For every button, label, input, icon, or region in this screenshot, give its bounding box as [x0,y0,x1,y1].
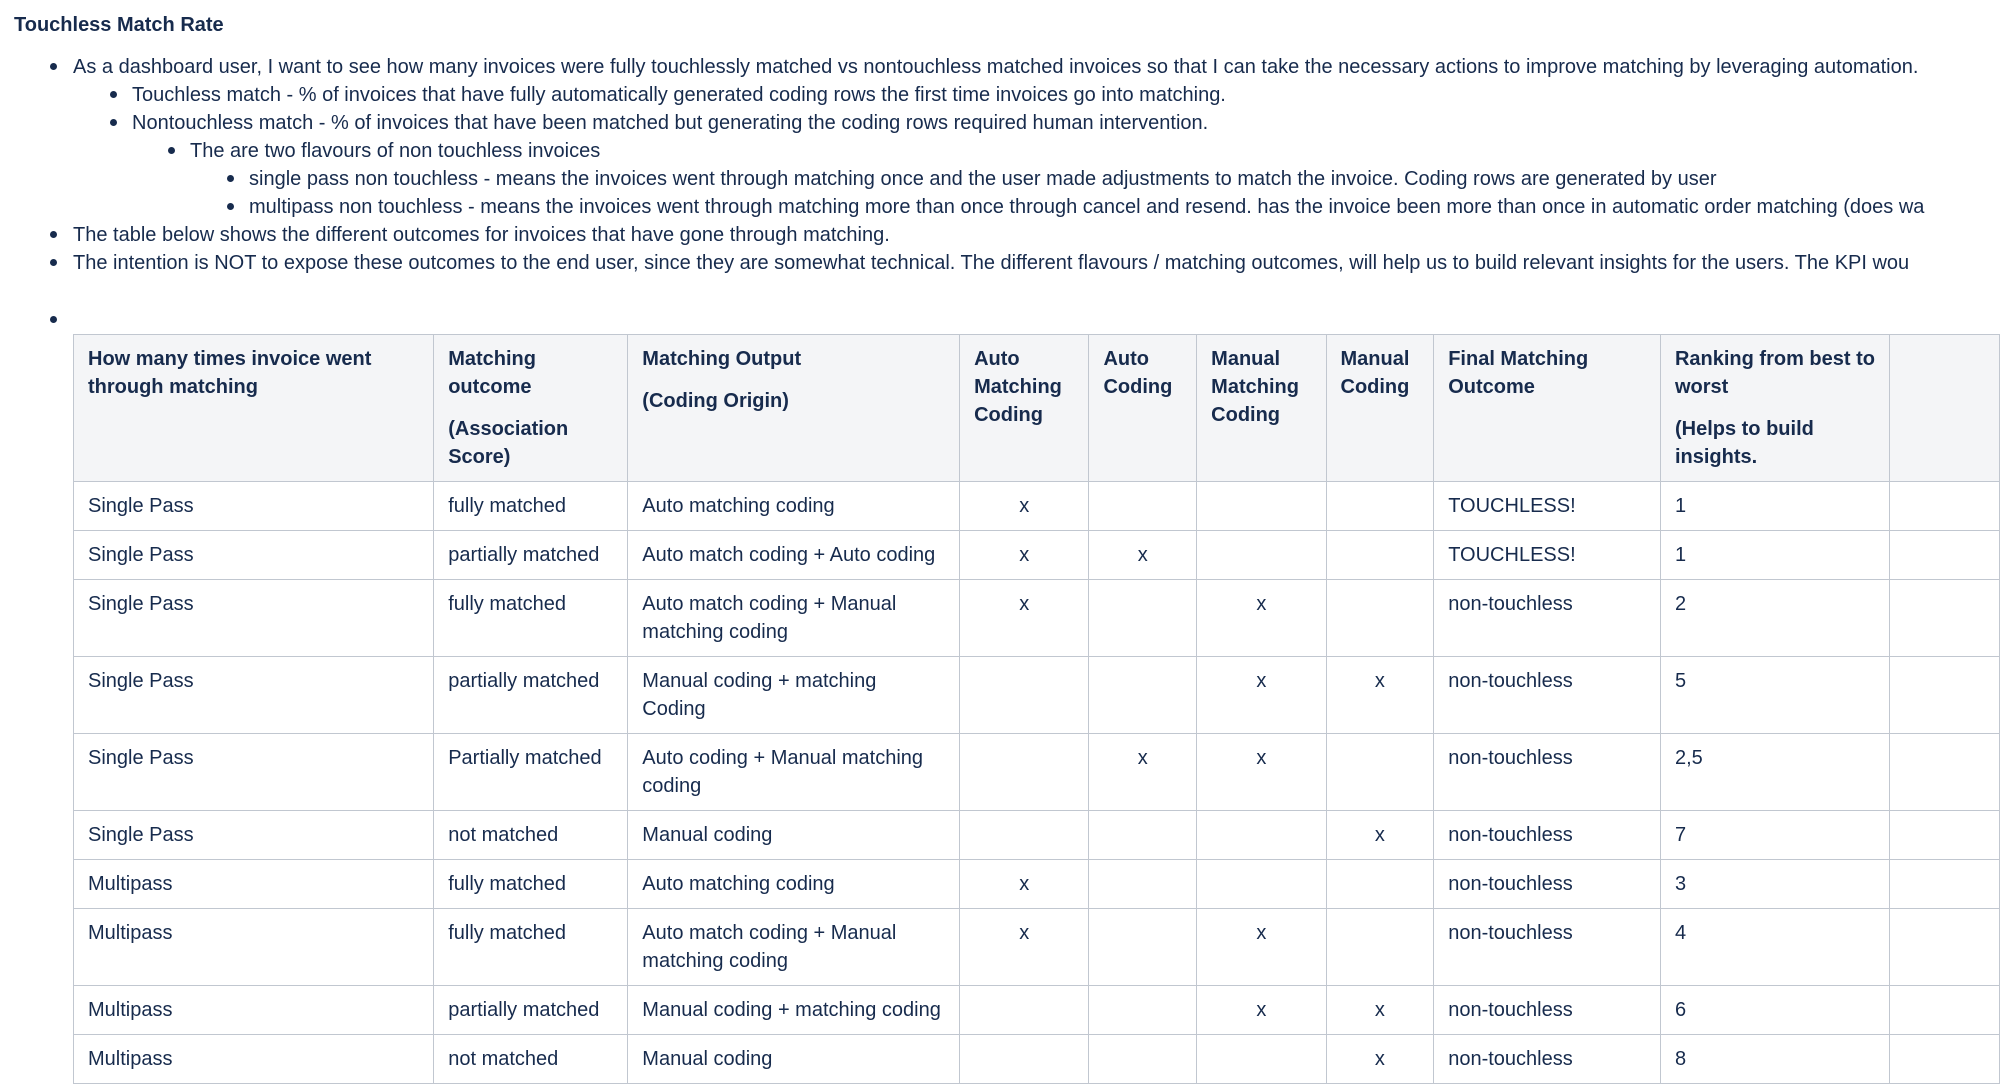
column-header-ranking: Ranking from best to worst (Helps to build insights. [1660,335,1889,482]
cell-outcome: fully matched [434,860,628,909]
column-header-matching-output: Matching Output (Coding Origin) [628,335,960,482]
cell-output: Auto coding + Manual matching coding [628,734,960,811]
cell-output: Manual coding [628,811,960,860]
table-row [74,811,2000,860]
cell-manual-matching-coding: x [1197,909,1326,986]
cell-auto-matching-coding [960,1035,1089,1084]
cell-manual-coding: x [1326,811,1434,860]
cell-manual-coding [1326,482,1434,531]
cell-manual-matching-coding [1197,811,1326,860]
cell-auto-coding: x [1089,734,1197,811]
cell-auto-matching-coding [960,657,1089,734]
cell-manual-matching-coding [1197,482,1326,531]
bullet-icon [110,91,117,98]
cell-pass: Single Pass [74,734,434,811]
cell-extra [1890,580,2000,657]
table-row [74,580,2000,657]
cell-manual-coding [1326,860,1434,909]
cell-extra [1890,482,2000,531]
cell-rank: 8 [1660,1035,1889,1084]
cell-output: Auto match coding + Auto coding [628,531,960,580]
cell-output: Auto matching coding [628,482,960,531]
cell-rank: 6 [1660,986,1889,1035]
column-header-matching-outcome: Matching outcome (Association Score) [434,335,628,482]
column-header-pass-count: How many times invoice went through matching [74,335,434,482]
cell-final: non-touchless [1434,1035,1661,1084]
cell-extra [1890,811,2000,860]
column-header-extra [1890,335,2000,482]
bullet-icon [110,119,117,126]
cell-output: Manual coding [628,1035,960,1084]
cell-rank: 3 [1660,860,1889,909]
cell-outcome: fully matched [434,580,628,657]
column-header-auto-coding: Auto Coding [1089,335,1197,482]
bullet-icon [50,316,57,323]
column-header-manual-matching-coding: Manual Matching Coding [1197,335,1326,482]
cell-auto-matching-coding: x [960,531,1089,580]
cell-output: Manual coding + matching coding [628,986,960,1035]
cell-rank: 1 [1660,482,1889,531]
cell-manual-matching-coding: x [1197,657,1326,734]
table-row [74,986,2000,1035]
cell-extra [1890,860,2000,909]
list-item: Touchless match - % of invoices that have fully automatically generated coding rows the first time invoices go into matching. [132,84,1226,106]
table-row [74,909,2000,986]
list-item: single pass non touchless - means the invoices went through matching once and the user made adjustments to match the invoice. Coding rows are generated by user [249,168,1717,190]
cell-final: non-touchless [1434,986,1661,1035]
list-item: Nontouchless match - % of invoices that have been matched but generating the coding rows required human intervention. [132,112,1209,134]
table-row [74,482,2000,531]
table-header-row [74,335,2000,482]
cell-manual-coding [1326,734,1434,811]
cell-pass: Multipass [74,860,434,909]
cell-auto-matching-coding: x [960,580,1089,657]
cell-auto-coding: x [1089,531,1197,580]
cell-manual-coding [1326,531,1434,580]
cell-output: Auto match coding + Manual matching coding [628,580,960,657]
cell-manual-matching-coding: x [1197,734,1326,811]
list-item: The are two flavours of non touchless invoices [190,140,601,162]
matching-outcomes-table [73,334,2000,1084]
cell-outcome: Partially matched [434,734,628,811]
cell-auto-matching-coding: x [960,860,1089,909]
table-row [74,860,2000,909]
list-item: multipass non touchless - means the invoices went through matching more than once through cancel and resend. has the invoice been more than once in automatic order matching (does wa [249,196,1925,218]
table-row [74,657,2000,734]
cell-auto-coding [1089,986,1197,1035]
cell-extra [1890,909,2000,986]
cell-auto-coding [1089,1035,1197,1084]
bullet-icon [50,63,57,70]
cell-output: Auto matching coding [628,860,960,909]
cell-auto-matching-coding: x [960,909,1089,986]
cell-manual-matching-coding [1197,531,1326,580]
cell-manual-coding: x [1326,986,1434,1035]
cell-pass: Multipass [74,909,434,986]
cell-manual-coding: x [1326,1035,1434,1084]
list-item: The intention is NOT to expose these outcomes to the end user, since they are somewhat technical. The different flavours / matching outcomes, will help us to build relevant insights for the users. The KPI wou [73,252,1910,274]
cell-pass: Single Pass [74,811,434,860]
cell-pass: Single Pass [74,531,434,580]
column-header-final-outcome: Final Matching Outcome [1434,335,1661,482]
cell-rank: 1 [1660,531,1889,580]
cell-final: TOUCHLESS! [1434,482,1661,531]
cell-extra [1890,734,2000,811]
cell-final: non-touchless [1434,860,1661,909]
cell-final: non-touchless [1434,909,1661,986]
table-row [74,531,2000,580]
cell-final: non-touchless [1434,657,1661,734]
cell-output: Manual coding + matching Coding [628,657,960,734]
cell-pass: Single Pass [74,482,434,531]
cell-manual-coding [1326,909,1434,986]
cell-auto-coding [1089,482,1197,531]
cell-auto-coding [1089,860,1197,909]
cell-pass: Multipass [74,1035,434,1084]
cell-extra [1890,1035,2000,1084]
cell-outcome: not matched [434,1035,628,1084]
cell-outcome: partially matched [434,657,628,734]
cell-outcome: partially matched [434,986,628,1035]
cell-manual-matching-coding [1197,1035,1326,1084]
cell-auto-matching-coding [960,734,1089,811]
cell-auto-coding [1089,580,1197,657]
table-row [74,734,2000,811]
cell-manual-matching-coding: x [1197,986,1326,1035]
cell-final: TOUCHLESS! [1434,531,1661,580]
cell-auto-matching-coding: x [960,482,1089,531]
page-title: Touchless Match Rate [14,14,224,36]
cell-outcome: not matched [434,811,628,860]
cell-auto-matching-coding [960,986,1089,1035]
cell-manual-coding [1326,580,1434,657]
cell-auto-coding [1089,657,1197,734]
cell-pass: Multipass [74,986,434,1035]
cell-auto-coding [1089,909,1197,986]
column-header-manual-coding: Manual Coding [1326,335,1434,482]
list-item: The table below shows the different outcomes for invoices that have gone through matching. [73,224,890,246]
cell-final: non-touchless [1434,580,1661,657]
bullet-icon [227,203,234,210]
cell-rank: 2,5 [1660,734,1889,811]
cell-auto-matching-coding [960,811,1089,860]
cell-rank: 2 [1660,580,1889,657]
cell-pass: Single Pass [74,580,434,657]
cell-outcome: partially matched [434,531,628,580]
cell-rank: 7 [1660,811,1889,860]
cell-manual-matching-coding [1197,860,1326,909]
cell-output: Auto match coding + Manual matching coding [628,909,960,986]
list-item: As a dashboard user, I want to see how many invoices were fully touchlessly matched vs nontouchless matched invoices so that I can take the necessary actions to improve matching by leveraging automation. [73,56,1919,78]
cell-auto-coding [1089,811,1197,860]
bullet-icon [50,259,57,266]
cell-extra [1890,986,2000,1035]
cell-outcome: fully matched [434,482,628,531]
cell-pass: Single Pass [74,657,434,734]
cell-manual-coding: x [1326,657,1434,734]
cell-manual-matching-coding: x [1197,580,1326,657]
cell-extra [1890,657,2000,734]
bullet-icon [227,175,234,182]
cell-rank: 5 [1660,657,1889,734]
cell-final: non-touchless [1434,734,1661,811]
bullet-icon [50,231,57,238]
cell-rank: 4 [1660,909,1889,986]
cell-extra [1890,531,2000,580]
cell-final: non-touchless [1434,811,1661,860]
column-header-auto-matching-coding: Auto Matching Coding [960,335,1089,482]
table-row [74,1035,2000,1084]
cell-outcome: fully matched [434,909,628,986]
bullet-icon [168,147,175,154]
